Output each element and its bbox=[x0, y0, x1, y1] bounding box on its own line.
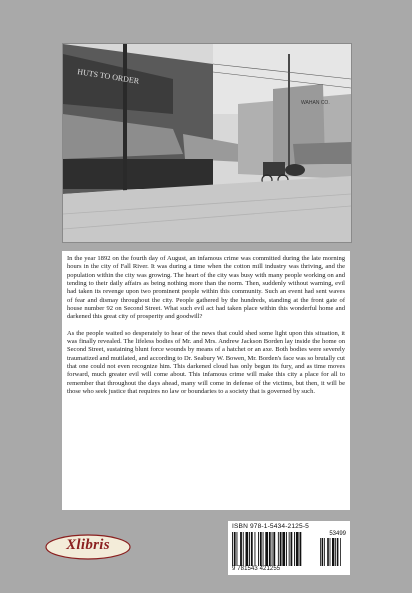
back-cover-description bbox=[62, 251, 350, 510]
logo-text: Xlibris bbox=[66, 537, 110, 553]
isbn-barcode bbox=[228, 521, 350, 575]
description-paragraph-2: As the people waited so desperately to hear of the news that could shed some light upon this situation, it was finally revealed. The lifeless bodies of Mr. and Mrs. Andrew Jackson Borden lay inside the home on Second Street, sustaining blunt force wounds by means of a hatchet or an axe. Both bodies were severely traumatized and mutilated, and according to Dr. Seabury W. Bowen, Mr. Borden's face was so brutally cut that one could not even recognize him. This darkened cloud has only begun its fury, and as time moves forward, much greater evil will come about. This infamous crime will make this city a place for all to remember that throughout the days ahead, many will come in defense of the victims, but then, it will be those who seek justice that requires no law or boundaries to a society that is governed by such. bbox=[67, 329, 345, 396]
isbn-number: ISBN 978-1-5434-2125-5 bbox=[232, 523, 309, 530]
barcode-addon-price: 53499 bbox=[329, 531, 346, 537]
barcode-digits: 9 781543 421255 bbox=[232, 566, 281, 572]
photo-sign-right: WAHAN CO. bbox=[301, 100, 330, 106]
photo-sign-left: HUTS TO ORDER bbox=[76, 67, 140, 86]
barcode-bars-icon bbox=[232, 532, 346, 566]
description-paragraph-1: In the year 1892 on the fourth day of August, an infamous crime was committed during the late morning hours in the city of Fall River. It was during a time when the cotton mill industry was thriving, and the population within the city was growing. The heart of the city was busy with many people working on and tending to their daily affairs as being nothing more than the norm. Then, suddenly without warning, evil had taken its revenge upon two prominent people within this community. Such an event had sent waves of fear and dismay throughout the city. People gathered by the hundreds, standing at the front gate of house number 92 on Second Street. What such evil act had taken place within this wonderful home and darkened this great city of prosperity and goodwill? bbox=[67, 255, 345, 321]
xlibris-publisher-logo bbox=[44, 533, 132, 561]
historic-street-photo bbox=[62, 43, 352, 243]
